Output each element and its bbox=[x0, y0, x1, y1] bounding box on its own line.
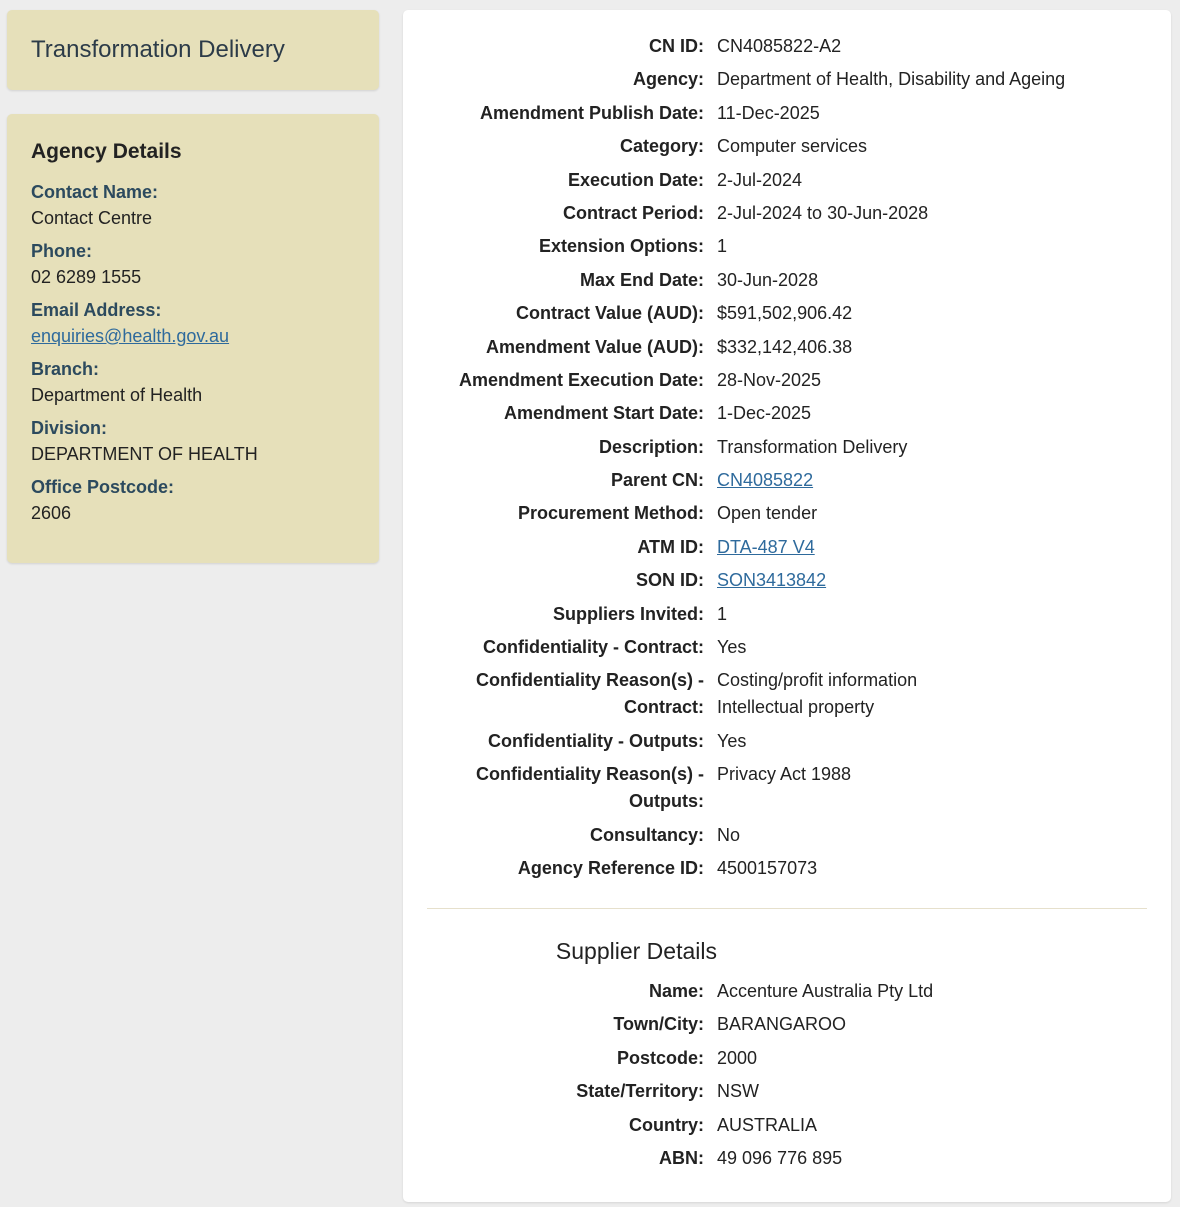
supplier-label: Name: bbox=[648, 981, 704, 1001]
detail-label: ATM ID: bbox=[637, 536, 704, 557]
supplier-value: AUSTRALIA bbox=[717, 1114, 818, 1135]
detail-value bbox=[717, 667, 1147, 721]
contract-details-panel bbox=[403, 10, 1171, 1202]
agency-field-label: Branch: bbox=[31, 359, 100, 379]
atm-id-link[interactable]: DTA-487 V4 bbox=[717, 536, 815, 557]
detail-value: Open tender bbox=[717, 503, 818, 524]
agency-field-value: 02 6289 1555 bbox=[31, 267, 142, 287]
detail-value-line: Intellectual property bbox=[717, 697, 875, 718]
detail-value: 1 bbox=[717, 603, 728, 624]
detail-value-wrapper bbox=[717, 534, 1147, 561]
detail-value: 1 bbox=[717, 236, 728, 257]
detail-row-contract-period bbox=[427, 200, 1147, 227]
agency-field-value: DEPARTMENT OF HEALTH bbox=[31, 444, 258, 464]
agency-field-label: Phone: bbox=[31, 241, 92, 261]
detail-row-max-end-date bbox=[427, 267, 1147, 294]
detail-label: Procurement Method: bbox=[517, 503, 704, 524]
supplier-row-town-city bbox=[427, 1011, 1147, 1038]
agency-contact-name bbox=[31, 179, 355, 231]
detail-row-suppliers-invited bbox=[427, 601, 1147, 628]
agency-division bbox=[31, 415, 355, 467]
supplier-row-name bbox=[427, 978, 1147, 1005]
supplier-row-state-territory bbox=[427, 1078, 1147, 1105]
detail-value: Computer services bbox=[717, 136, 868, 157]
detail-value: Yes bbox=[717, 730, 747, 751]
agency-email-wrapper bbox=[31, 323, 355, 349]
supplier-details-heading: Supplier Details bbox=[555, 938, 717, 964]
detail-row-son-id bbox=[427, 567, 1147, 594]
supplier-row-abn bbox=[427, 1145, 1147, 1172]
detail-value: Department of Health, Disability and Ageing bbox=[717, 69, 1066, 90]
detail-label bbox=[427, 761, 717, 815]
detail-label: Agency Reference ID: bbox=[517, 857, 704, 878]
detail-row-execution-date bbox=[427, 167, 1147, 194]
supplier-label: Town/City: bbox=[613, 1014, 704, 1035]
detail-row-confidentiality-outputs bbox=[427, 728, 1147, 755]
detail-row-confidentiality-contract bbox=[427, 634, 1147, 661]
detail-value: 30-Jun-2028 bbox=[717, 269, 819, 290]
supplier-label: State/Territory: bbox=[576, 1081, 704, 1102]
agency-field-label: Office Postcode: bbox=[31, 477, 175, 497]
detail-value-line: Costing/profit information bbox=[717, 670, 918, 691]
supplier-value: Accenture Australia Pty Ltd bbox=[717, 981, 934, 1001]
detail-label: Description: bbox=[598, 436, 704, 457]
page-title-panel bbox=[7, 10, 379, 90]
detail-label: Contract Period: bbox=[562, 202, 704, 223]
supplier-label: Postcode: bbox=[616, 1047, 704, 1068]
detail-label: Confidentiality - Contract: bbox=[483, 637, 704, 658]
detail-value: 1-Dec-2025 bbox=[717, 403, 812, 424]
detail-row-atm-id bbox=[427, 534, 1147, 561]
detail-label: Parent CN: bbox=[610, 470, 704, 491]
detail-label: CN ID: bbox=[649, 36, 704, 56]
agency-details-heading: Agency Details bbox=[31, 140, 182, 163]
detail-value-wrapper bbox=[717, 467, 1147, 494]
detail-label bbox=[427, 667, 717, 721]
detail-row-amendment-value bbox=[427, 334, 1147, 361]
supplier-value: 2000 bbox=[717, 1047, 758, 1068]
detail-value: 11-Dec-2025 bbox=[717, 102, 820, 123]
agency-branch bbox=[31, 356, 355, 408]
detail-label: Contract Value (AUD): bbox=[515, 303, 704, 324]
detail-row-amendment-start-date bbox=[427, 400, 1147, 427]
supplier-label: ABN: bbox=[659, 1147, 704, 1168]
agency-field-value: 2606 bbox=[31, 503, 72, 523]
detail-value: $332,142,406.38 bbox=[717, 336, 853, 357]
section-divider bbox=[427, 908, 1147, 909]
detail-label: Amendment Publish Date: bbox=[479, 102, 704, 123]
detail-row-amendment-execution-date bbox=[427, 367, 1147, 394]
detail-value: Transformation Delivery bbox=[717, 436, 908, 457]
supplier-row-country bbox=[427, 1112, 1147, 1139]
agency-phone bbox=[31, 238, 355, 290]
agency-details-panel bbox=[7, 114, 379, 563]
detail-row-confidentiality-reasons-outputs bbox=[427, 761, 1147, 815]
agency-field-label: Email Address: bbox=[31, 300, 162, 320]
agency-field-label: Division: bbox=[31, 418, 108, 438]
detail-label: Confidentiality - Outputs: bbox=[488, 730, 704, 751]
detail-row-description bbox=[427, 434, 1147, 461]
detail-label-line: Contract: bbox=[624, 697, 704, 718]
detail-row-confidentiality-reasons-contract bbox=[427, 667, 1147, 721]
detail-value bbox=[717, 761, 1147, 815]
detail-value-wrapper bbox=[717, 567, 1147, 594]
detail-value: Yes bbox=[717, 637, 747, 658]
detail-value: $591,502,906.42 bbox=[717, 303, 853, 324]
detail-label: Amendment Value (AUD): bbox=[485, 336, 704, 357]
agency-field-label: Contact Name: bbox=[31, 182, 159, 202]
detail-label: Amendment Start Date: bbox=[503, 403, 704, 424]
detail-label: Max End Date: bbox=[579, 269, 704, 290]
email-link[interactable]: enquiries@health.gov.au bbox=[31, 326, 230, 346]
detail-label-line: Confidentiality Reason(s) - bbox=[475, 764, 704, 785]
page-title: Transformation Delivery bbox=[31, 36, 285, 63]
detail-label-line: Outputs: bbox=[629, 791, 704, 812]
detail-label: Category: bbox=[619, 136, 704, 157]
supplier-value: 49 096 776 895 bbox=[717, 1147, 843, 1168]
detail-row-cn-id bbox=[427, 33, 1147, 60]
parent-cn-link[interactable]: CN4085822 bbox=[717, 470, 814, 491]
detail-label: Agency: bbox=[632, 69, 704, 90]
detail-row-consultancy bbox=[427, 822, 1147, 849]
detail-value: 4500157073 bbox=[717, 857, 818, 878]
supplier-details-list bbox=[427, 978, 1147, 1178]
detail-label: Extension Options: bbox=[538, 236, 704, 257]
agency-field-value: Contact Centre bbox=[31, 208, 153, 228]
detail-value-line: Privacy Act 1988 bbox=[717, 764, 852, 785]
detail-row-contract-value bbox=[427, 300, 1147, 327]
detail-value: 28-Nov-2025 bbox=[717, 369, 822, 390]
detail-value: 2-Jul-2024 to 30-Jun-2028 bbox=[717, 202, 929, 223]
supplier-row-postcode bbox=[427, 1045, 1147, 1072]
supplier-value: BARANGAROO bbox=[717, 1014, 847, 1035]
detail-label: SON ID: bbox=[635, 570, 704, 591]
detail-label-line: Confidentiality Reason(s) - bbox=[475, 670, 704, 691]
supplier-label: Country: bbox=[629, 1114, 704, 1135]
detail-label: Suppliers Invited: bbox=[552, 603, 704, 624]
detail-label: Execution Date: bbox=[567, 169, 704, 190]
agency-field-value: Department of Health bbox=[31, 385, 203, 405]
detail-row-parent-cn bbox=[427, 467, 1147, 494]
contract-details-list bbox=[427, 33, 1147, 888]
detail-row-amendment-publish-date bbox=[427, 100, 1147, 127]
detail-row-agency bbox=[427, 66, 1147, 93]
detail-row-category bbox=[427, 133, 1147, 160]
agency-email bbox=[31, 297, 355, 349]
detail-row-procurement-method bbox=[427, 500, 1147, 527]
agency-office-postcode bbox=[31, 474, 355, 526]
detail-label: Amendment Execution Date: bbox=[458, 369, 704, 390]
detail-value: 2-Jul-2024 bbox=[717, 169, 803, 190]
detail-value: CN4085822-A2 bbox=[717, 36, 842, 56]
detail-row-extension-options bbox=[427, 233, 1147, 260]
son-id-link[interactable]: SON3413842 bbox=[717, 570, 827, 591]
detail-row-agency-reference-id bbox=[427, 855, 1147, 882]
detail-value: No bbox=[717, 824, 741, 845]
supplier-value: NSW bbox=[717, 1081, 759, 1102]
detail-label: Consultancy: bbox=[589, 824, 704, 845]
